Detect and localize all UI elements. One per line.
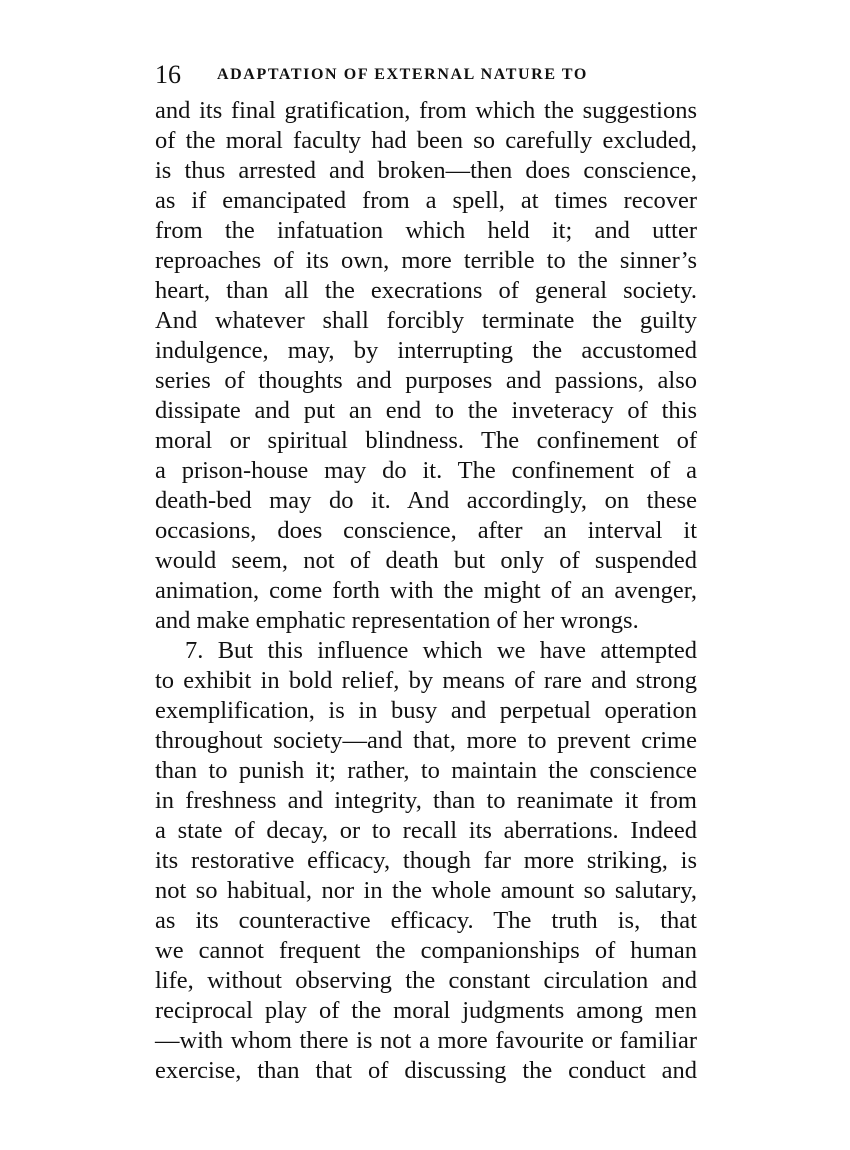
- text-line: dissipate and put an end to the inveteracy of this: [155, 397, 697, 424]
- text-line: —with whom there is not a more favourite or familiar: [155, 1027, 697, 1054]
- text-line: not so habitual, nor in the whole amount so salutary,: [155, 877, 697, 904]
- text-line: life, without observing the constant circulation and: [155, 967, 697, 994]
- text-line: a prison-house may do it. The confinement of a: [155, 457, 697, 484]
- text-line: and its final gratification, from which the suggestions: [155, 97, 697, 124]
- text-line: and make emphatic representation of her wrongs.: [155, 607, 639, 634]
- paragraph-start-line: 7. But this influence which we have attempted: [185, 637, 697, 664]
- text-line: animation, come forth with the might of an avenger,: [155, 577, 697, 604]
- text-line: than to punish it; rather, to maintain the conscience: [155, 757, 697, 784]
- text-line: exemplification, is in busy and perpetual operation: [155, 697, 697, 724]
- text-line: reproaches of its own, more terrible to the sinner’s: [155, 247, 697, 274]
- text-line: its restorative efficacy, though far more striking, is: [155, 847, 697, 874]
- text-line: occasions, does conscience, after an interval it: [155, 517, 697, 544]
- text-line: death-bed may do it. And accordingly, on these: [155, 487, 697, 514]
- text-line: is thus arrested and broken—then does conscience,: [155, 157, 697, 184]
- text-line: as its counteractive efficacy. The truth is, that: [155, 907, 697, 934]
- text-line: heart, than all the execrations of general society.: [155, 277, 697, 304]
- text-line: series of thoughts and purposes and passions, also: [155, 367, 697, 394]
- text-line: in freshness and integrity, than to reanimate it from: [155, 787, 697, 814]
- text-line: to exhibit in bold relief, by means of rare and strong: [155, 667, 697, 694]
- text-line: a state of decay, or to recall its aberrations. Indeed: [155, 817, 697, 844]
- page-number: 16: [155, 60, 181, 89]
- running-head: ADAPTATION OF EXTERNAL NATURE TO: [217, 66, 588, 83]
- text-line: from the infatuation which held it; and utter: [155, 217, 697, 244]
- text-line: we cannot frequent the companionships of human: [155, 937, 697, 964]
- text-line: indulgence, may, by interrupting the accustomed: [155, 337, 697, 364]
- text-line: throughout society—and that, more to prevent crime: [155, 727, 697, 754]
- page-header: [155, 60, 695, 90]
- text-line: And whatever shall forcibly terminate the guilty: [155, 307, 697, 334]
- text-line: exercise, than that of discussing the conduct and: [155, 1057, 697, 1084]
- body-text: [155, 96, 697, 1086]
- text-line: as if emancipated from a spell, at times recover: [155, 187, 697, 214]
- text-line: moral or spiritual blindness. The confinement of: [155, 427, 697, 454]
- text-line: of the moral faculty had been so carefully excluded,: [155, 127, 697, 154]
- text-line: reciprocal play of the moral judgments among men: [155, 997, 697, 1024]
- text-line: would seem, not of death but only of suspended: [155, 547, 697, 574]
